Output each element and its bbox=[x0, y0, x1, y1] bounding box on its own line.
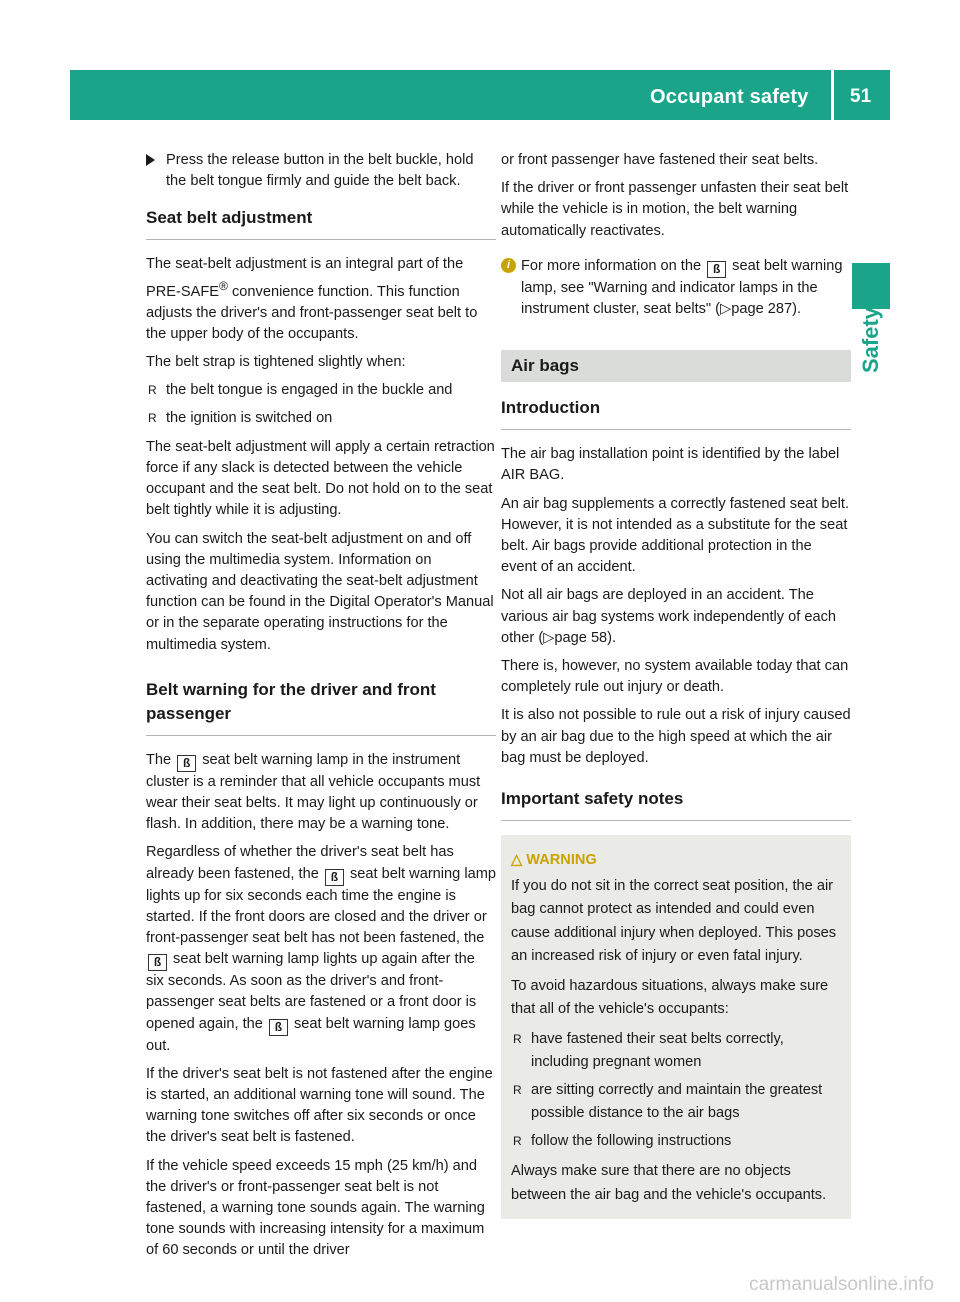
paragraph: The belt strap is tightened slightly when: bbox=[146, 354, 406, 371]
text: seat belt warning lamp in the instrument cluster is a reminder that all vehicle occupants must wear their seat belts. It may light up continuously or flash. In addition, there may be a warning tone. bbox=[146, 751, 481, 833]
text: The seat-belt adjustment is an integral part of the PRE-SAFE bbox=[146, 256, 464, 300]
paragraph bbox=[501, 585, 851, 649]
list-item bbox=[511, 1130, 841, 1154]
section-heading: Seat belt adjustment bbox=[146, 206, 496, 240]
registered-mark: ® bbox=[218, 278, 228, 293]
right-column bbox=[501, 150, 851, 1219]
text: Not all air bags are deployed in an accident. The various air bag systems work independently of each other ( bbox=[501, 587, 837, 646]
seatbelt-warning-icon: ß bbox=[148, 954, 167, 971]
section-heading: Important safety notes bbox=[501, 787, 851, 821]
bullet-list bbox=[511, 1028, 841, 1154]
paragraph bbox=[146, 254, 496, 345]
page-reference-link[interactable]: page 58). bbox=[554, 629, 617, 646]
bullet-icon: R bbox=[513, 1133, 522, 1148]
text: seat belt warning lamp, see "Warning and indicator lamps in the instrument cluster, seat belts" ( bbox=[521, 257, 843, 318]
page-reference-arrow-icon: ▷ bbox=[543, 629, 555, 646]
bullet-list bbox=[146, 380, 496, 429]
info-icon: i bbox=[501, 258, 516, 273]
warning-title bbox=[511, 849, 841, 873]
bullet-icon: R bbox=[513, 1082, 522, 1097]
arrow-icon bbox=[146, 154, 155, 166]
paragraph: Always make sure that there are no objects between the air bag and the vehicle's occupants. bbox=[511, 1163, 827, 1203]
list-item bbox=[146, 408, 496, 429]
text: convenience function. This function adjusts the driver's and front-passenger seat belt to the upper body of the occupants. bbox=[146, 283, 478, 342]
seatbelt-warning-icon: ß bbox=[177, 755, 196, 772]
paragraph: or front passenger have fastened their seat belts. bbox=[501, 152, 819, 168]
text: Regardless of whether the driver's seat belt has already been fastened, the bbox=[146, 844, 454, 882]
paragraph: You can switch the seat-belt adjustment on and off using the multimedia system. Information on activating and deactivating the seat-belt adjustment function can be found in the Digital Operator's Manual or in the separate operating instructions for the multimedia system. bbox=[146, 530, 494, 653]
paragraph bbox=[146, 750, 496, 836]
page-number: 51 bbox=[850, 86, 872, 107]
paragraph: The air bag installation point is identified by the label AIR BAG. bbox=[501, 446, 840, 484]
paragraph: If you do not sit in the correct seat position, the air bag cannot protect as intended and could even cause additional injury when deployed. This poses an increased risk of injury or even fatal injury. bbox=[511, 877, 837, 965]
section-heading: Belt warning for the driver and front passenger bbox=[146, 678, 496, 736]
text: seat belt warning lamp lights up again after the six seconds. As soon as the driver's and front-passenger seat belts are fastened or a front door is opened again, the bbox=[146, 951, 477, 1032]
list-item-text: the belt tongue is engaged in the buckle and bbox=[166, 382, 453, 399]
text: For more information on the bbox=[521, 257, 706, 274]
page-reference-link[interactable]: page 287). bbox=[731, 301, 802, 318]
left-column bbox=[146, 150, 496, 1269]
bullet-icon: R bbox=[148, 411, 157, 426]
seatbelt-warning-icon: ß bbox=[325, 869, 344, 886]
seatbelt-warning-icon: ß bbox=[707, 261, 726, 278]
bullet-icon: R bbox=[513, 1031, 522, 1046]
paragraph: An air bag supplements a correctly fastened seat belt. However, it is not intended as a substitute for the seat belt. Air bags provide additional protection in the event of an accident. bbox=[501, 495, 850, 576]
paragraph bbox=[146, 842, 496, 1056]
bullet-icon: R bbox=[148, 383, 157, 398]
paragraph: To avoid hazardous situations, always make sure that all of the vehicle's occupants: bbox=[511, 977, 829, 1018]
text: seat belt warning lamp goes out. bbox=[146, 1015, 476, 1054]
warning-triangle-icon: △ bbox=[511, 852, 523, 869]
paragraph: If the driver or front passenger unfasten their seat belt while the vehicle is in motion, the belt warning automatically reactivates. bbox=[501, 180, 849, 239]
list-item bbox=[511, 1079, 841, 1126]
paragraph: There is, however, no system available today that can completely rule out injury or death. bbox=[501, 658, 849, 696]
text: The bbox=[146, 751, 176, 768]
list-item-text: follow the following instructions bbox=[531, 1132, 732, 1149]
side-label: Safety bbox=[858, 306, 883, 374]
watermark: carmanualsonline.info bbox=[749, 1274, 934, 1295]
side-tab bbox=[852, 263, 890, 309]
warning-box bbox=[501, 835, 851, 1219]
info-note bbox=[501, 256, 851, 320]
paragraph: If the driver's seat belt is not fastened after the engine is started, an additional warning tone will sound. The warning tone switches off after six seconds or once the driver's seat belt is fastened. bbox=[146, 1065, 493, 1146]
paragraph: It is also not possible to rule out a risk of injury caused by an air bag due to the high speed at which the air bag must be deployed. bbox=[501, 707, 851, 766]
paragraph: If the vehicle speed exceeds 15 mph (25 km/h) and the driver's or front-passenger seat belt is not fastened, a warning tone sounds again. The warning tone sounds with increasing intensity for a maximum of 60 seconds or until the driver bbox=[146, 1157, 485, 1259]
header-divider bbox=[831, 70, 834, 120]
header-title: Occupant safety bbox=[650, 86, 809, 108]
instruction-step bbox=[146, 150, 496, 192]
step-text: Press the release button in the belt buckle, hold the belt tongue firmly and guide the belt back. bbox=[166, 152, 474, 190]
section-heading: Introduction bbox=[501, 396, 851, 430]
seatbelt-warning-icon: ß bbox=[269, 1019, 288, 1036]
list-item-text: are sitting correctly and maintain the greatest possible distance to the air bags bbox=[531, 1081, 823, 1122]
list-item bbox=[511, 1028, 841, 1075]
page-reference-arrow-icon: ▷ bbox=[720, 301, 732, 318]
section-banner: Air bags bbox=[501, 350, 851, 382]
list-item-text: have fastened their seat belts correctly, including pregnant women bbox=[531, 1030, 784, 1071]
list-item-text: the ignition is switched on bbox=[166, 410, 333, 427]
list-item bbox=[146, 380, 496, 401]
warning-title-text: WARNING bbox=[526, 852, 597, 869]
paragraph: The seat-belt adjustment will apply a certain retraction force if any slack is detected between the vehicle occupant and the seat belt. Do not hold on to the seat belt tightly while it is adjusting. bbox=[146, 438, 495, 519]
text: seat belt warning lamp lights up for six seconds each time the engine is started. If the front doors are closed and the driver or front-passenger seat belt has not been fastened, the bbox=[146, 865, 496, 946]
